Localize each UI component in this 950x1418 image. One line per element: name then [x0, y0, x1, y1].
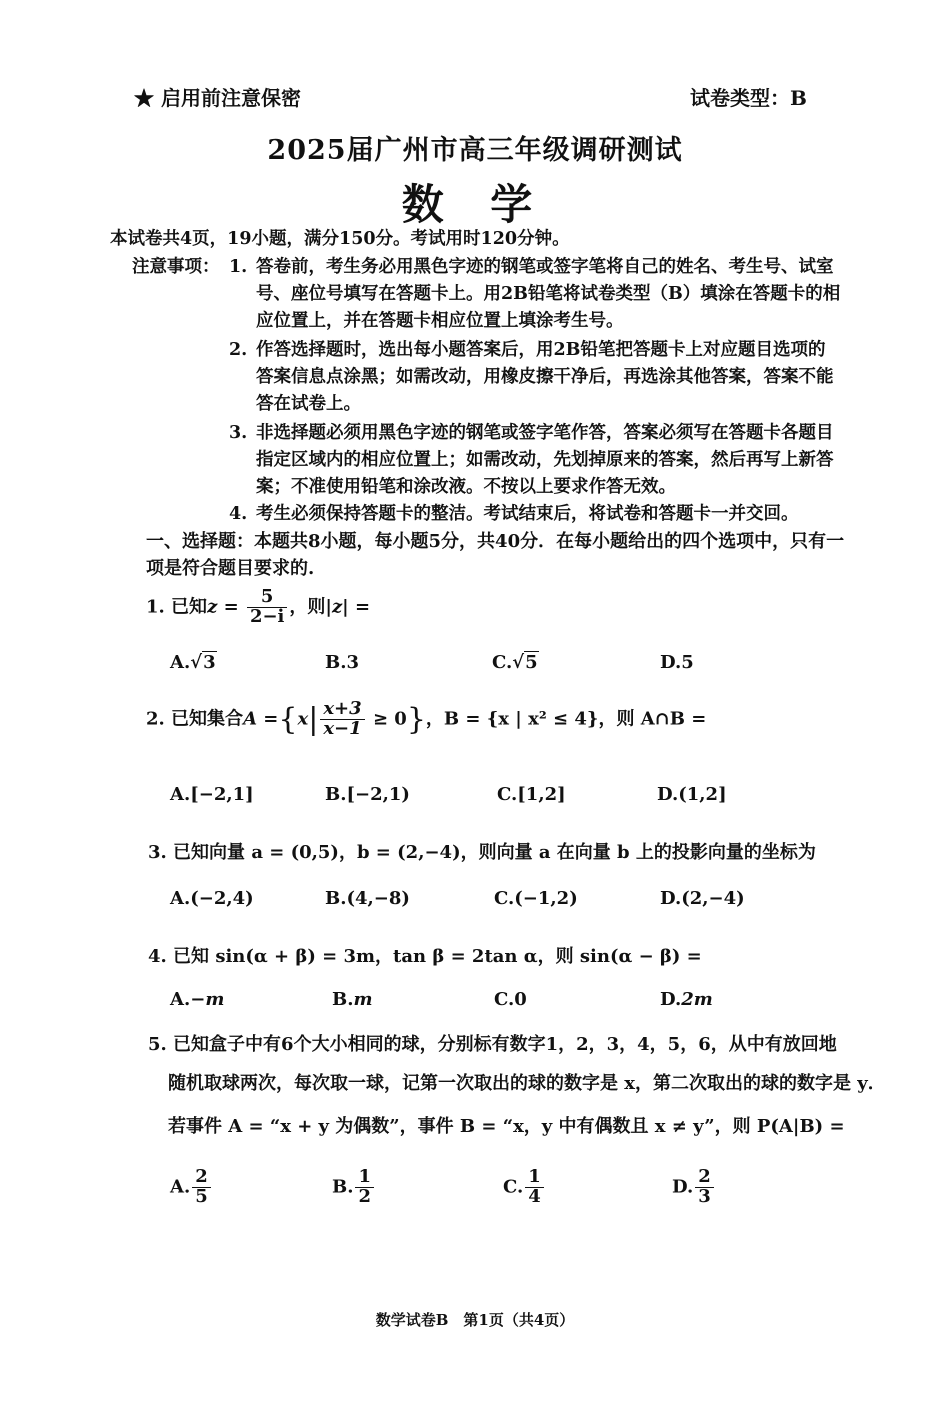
q1-eq: = — [217, 596, 239, 618]
option-d: D. $\frac{2}{3}$ — [672, 1168, 716, 1207]
notice-item-line: 案；不准使用铅笔和涂改液。不按以上要求作答无效。 — [256, 477, 676, 497]
option-c: C.√5 — [492, 652, 538, 673]
notice-item-line: 考生必须保持答题卡的整洁。考试结束后，将试卷和答题卡一并交回。 — [256, 504, 799, 524]
option-b: B.(4,−8) — [325, 888, 410, 909]
notice-item-number: 3. — [229, 423, 248, 443]
option-b: B. $\frac{1}{2}$ — [332, 1168, 376, 1207]
exam-title: 2025届广州市高三年级调研测试 — [267, 135, 683, 166]
confidential-label: ★ 启用前注意保密 — [134, 86, 301, 110]
option-d: D.(1,2] — [657, 784, 727, 805]
question-2: 2. 已知集合A ={x| $\frac{x+3}{x-1}$ ≥ 0}，B = {x | x² ≤ 4}，则 A∩B = — [146, 698, 707, 739]
notice-label: 注意事项： — [132, 257, 220, 277]
q1-tail: = — [348, 596, 371, 618]
option-b: B.3 — [325, 652, 360, 673]
exam-info: 本试卷共4页，19小题，满分150分。考试用时120分钟。 — [110, 229, 570, 249]
notice-item-line: 作答选择题时，选出每小题答案后，用2B铅笔把答题卡上对应题目选项的 — [256, 340, 826, 360]
section-heading-cont: 项是符合题目要求的. — [146, 558, 315, 579]
notice-item-number: 4. — [229, 504, 248, 524]
option-c: C. $\frac{1}{4}$ — [503, 1168, 546, 1207]
option-c: C.(−1,2) — [494, 888, 578, 909]
option-b: B.[−2,1) — [325, 784, 410, 805]
question-1 — [146, 588, 370, 627]
option-a: A.−m — [170, 989, 225, 1010]
q1-stem: 1. 已知 — [146, 596, 208, 618]
notice-item-line: 答卷前，考生务必用黑色字迹的钢笔或签字笔将自己的姓名、考生号、试室 — [256, 257, 834, 277]
option-d: D.5 — [660, 652, 694, 673]
q1-fraction: $\frac{5}{2-i}$ — [247, 588, 287, 627]
question-5-line-3: 若事件 A = “x + y 为偶数”，事件 B = “x，y 中有偶数且 x ≠ y”，则 P(A|B) = — [168, 1116, 845, 1137]
option-c: C.0 — [494, 989, 527, 1010]
option-a: A.(−2,4) — [170, 888, 254, 909]
notice-item-line: 答在试卷上。 — [256, 394, 361, 414]
notice-item-number: 2. — [229, 340, 248, 360]
option-a: A.[−2,1] — [170, 784, 254, 805]
question-4: 4. 已知 sin(α + β) = 3m，tan β = 2tan α，则 sin(α − β) = — [148, 946, 702, 967]
notice-item-line: 应位置上，并在答题卡相应位置上填涂考生号。 — [256, 311, 624, 331]
option-a: A. $\frac{2}{5}$ — [170, 1168, 213, 1207]
option-b: B.m — [332, 989, 373, 1010]
notice-item-line: 号、座位号填写在答题卡上。用2B铅笔将试卷类型（B）填涂在答题卡的相 — [256, 284, 841, 304]
notice-item-line: 非选择题必须用黑色字迹的钢笔或签字笔作答，答案必须写在答题卡各题目 — [256, 423, 834, 443]
q1-abs: |z| — [325, 596, 349, 618]
question-3: 3. 已知向量 a = (0,5)，b = (2,−4)，则向量 a 在向量 b 上的投影向量的坐标为 — [148, 842, 816, 863]
subject-title: 数 学 — [401, 180, 549, 229]
q2-fraction: $\frac{x+3}{x-1}$ — [320, 700, 364, 739]
notice-item-line: 答案信息点涂黑；如需改动，用橡皮擦干净后，再选涂其他答案，答案不能 — [256, 367, 834, 387]
notice-item-line: 指定区域内的相应位置上；如需改动，先划掉原来的答案，然后再写上新答 — [256, 450, 834, 470]
q1-stem-post: ，则 — [289, 596, 326, 618]
option-c: C.[1,2] — [497, 784, 566, 805]
option-d: D.(2,−4) — [660, 888, 745, 909]
notice-item-number: 1. — [229, 257, 248, 277]
paper-type-label: 试卷类型：B — [690, 86, 807, 110]
option-d: D.2m — [660, 989, 713, 1010]
option-a: A.√3 — [170, 652, 216, 673]
section-heading: 一、选择题：本题共8小题，每小题5分，共40分．在每小题给出的四个选项中，只有一 — [146, 531, 845, 552]
q1-var: z — [207, 596, 218, 618]
question-5-line-2: 随机取球两次，每次取一球，记第一次取出的球的数字是 x，第二次取出的球的数字是 y． — [168, 1073, 886, 1094]
page-footer: 数学试卷B 第1页（共4页） — [375, 1311, 575, 1329]
question-5-line-1: 5. 已知盒子中有6个大小相同的球，分别标有数字1，2，3，4，5，6，从中有放回地 — [148, 1034, 837, 1055]
